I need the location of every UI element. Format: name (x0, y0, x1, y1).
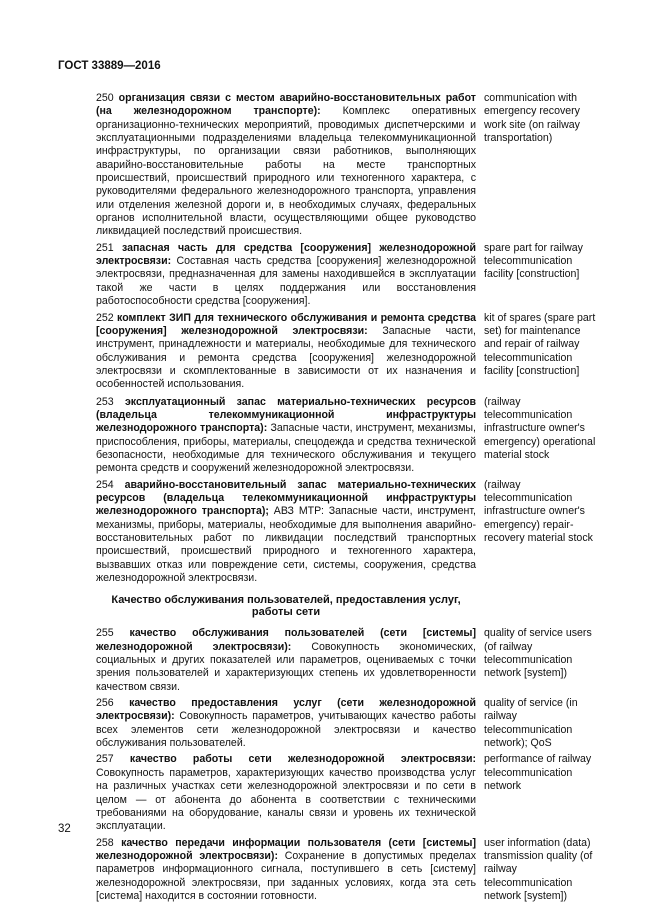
entry-definition-ru (96, 479, 476, 586)
entry-definition-ru (96, 627, 476, 694)
entry-term-en: user information (data) transmission quality (of railway telecommunication network [system]) (484, 836, 593, 902)
entry-definition-ru (96, 92, 476, 239)
entry-definition-ru (96, 837, 476, 904)
entry-term-en: communication with emergency recovery work site (on railway transportation) (484, 92, 580, 145)
entry-term-en: (railway telecommunication infrastructure owner's emergency) operational material stock (484, 395, 596, 461)
glossary-entry-257 (96, 753, 596, 833)
entry-number: 251 (96, 241, 114, 254)
document-header: ГОСТ 33889—2016 (58, 60, 161, 72)
entry-term: качество предоставления услуг (сети железнодорожной электросвязи): (96, 697, 476, 723)
entry-number: 255 (96, 627, 114, 640)
entry-definition-text: Запасные части, инструмент, принадлежности и материалы, необходимые для технического обслуживания и ремонта средства [сооружения] железнодорожной электросвязи и скомплектованные в зависимости от их назначения и особенностей использования. (96, 324, 476, 391)
glossary-entry-256 (96, 697, 596, 750)
entry-term-en: quality of service users (of railway telecommunication network [system]) (484, 627, 592, 680)
entry-term: аварийно-восстановительный запас материально-технических ресурсов (владельца телекоммуникационной инфраструктуры железнодорожного транспорта); (96, 478, 476, 518)
entry-number: 253 (96, 395, 114, 408)
entry-term: эксплуатационный запас материально-технических ресурсов (владельца телекоммуникационной инфраструктуры железнодорожного транспорта): (96, 395, 476, 435)
entry-number: 256 (96, 697, 114, 710)
glossary-content (96, 92, 596, 903)
entry-definition-ru (96, 396, 476, 476)
entry-term: организация связи с местом аварийно-восстановительных работ (на железнодорожном транспорте): (96, 92, 476, 118)
entry-number: 257 (96, 753, 114, 766)
glossary-entry-252 (96, 312, 596, 392)
entry-definition-text: Составная часть средства [сооружения] железнодорожной электросвязи, предназначенная для замены находившейся в эксплуатации такой же части в целях поддержания или восстановления работоспособности средства [сооружения]. (96, 255, 476, 308)
glossary-entry-255 (96, 627, 596, 694)
entry-definition-text: Комплекс оперативных организационно-технических мероприятий, проводимых диспетчерскими и эксплуатационными подразделениями владельца телекоммуникационной инфраструктуры, по организации связи работников, выполняющих аварийно-восстановительные работы на месте транспортных происшествий, происшествий природного или техногенного характера, с руководителями федерального железнодорожного транспорта, управления или отделения железной дороги и, в необходимых случаях, федеральных органов исполнительной власти, осуществляющими общее руководство ликвидацией последствий происшествия. (96, 105, 476, 238)
entry-number: 254 (96, 478, 114, 491)
entry-term-en: quality of service (in railway telecommunication network); QoS (484, 697, 578, 750)
glossary-entry-254 (96, 479, 596, 586)
entry-term: качество передачи информации пользователя (сети [системы] железнодорожной электросвязи): (96, 836, 476, 862)
entry-definition-text: АВЗ МТР: Запасные части, инструмент, механизмы, приборы, материалы, необходимые для выполнения аварийно-восстановительных работ по ликвидации последствий транспортных происшествий, происшествий природного и техногенного характера, вызвавших отказ или повреждение сети, системы, сооружения, средства железнодорожной электросвязи. (96, 505, 476, 585)
glossary-entry-253 (96, 396, 596, 476)
entry-definition-text: Совокупность экономических, социальных и других показателей или параметров, оцениваемых с точки зрения пользователей и характеризующих степень их удовлетворенности качеством связи. (96, 640, 477, 693)
section-title: Качество обслуживания пользователей, предоставления услуг, работы сети (111, 594, 461, 619)
entry-term-en: (railway telecommunication infrastructure owner's emergency) repair-recovery material stock (484, 478, 593, 544)
entry-term: комплект ЗИП для технического обслуживания и ремонта средства [сооружения] железнодорожной электросвязи: (96, 311, 476, 337)
entry-number: 258 (96, 836, 114, 849)
entry-definition-text: Сохранение в допустимых пределах параметров информационного сигнала, поступившего в сеть [систему] железнодорожной электросвязи, при заданных условиях, когда эта сеть [система] находится в состоянии готовности. (96, 849, 476, 902)
entry-term: запасная часть для средства [сооружения] железнодорожной электросвязи: (96, 241, 476, 268)
entry-term: качество работы сети железнодорожной электросвязи: (129, 753, 477, 766)
entry-term-en: kit of spares (spare part set) for maintenance and repair of railway telecommunication facility [construction] (484, 311, 596, 377)
page-number: 32 (58, 823, 71, 835)
entry-term: качество обслуживания пользователей (сети [системы] железнодорожной электросвязи): (96, 627, 476, 653)
entry-number: 250 (96, 92, 114, 104)
glossary-entry-258 (96, 837, 596, 904)
entry-definition-ru (96, 312, 476, 392)
entry-definition-text: Запасные части, инструмент, механизмы, приспособления, приборы, материалы, спецодежда и средства технической безопасности, необходимые для технического обслуживания и текущего ремонта средств и сооружений железнодорожной электросвязи. (96, 422, 476, 475)
entry-definition-ru (96, 697, 476, 750)
glossary-entry-251 (96, 242, 596, 309)
entry-term-en: spare part for railway telecommunication facility [construction] (484, 241, 583, 281)
glossary-entry-250 (96, 92, 596, 239)
entry-definition-ru (96, 753, 476, 833)
entry-number: 252 (96, 311, 114, 324)
entry-definition-text: Совокупность параметров, учитывающих качество работы всех элементов сети железнодорожной электросвязи и качество обслуживания пользователей. (96, 710, 476, 750)
entry-definition-text: Совокупность параметров, характеризующих качество производства услуг на различных участках сети железнодорожной электросвязи и по сети в целом — от абонента до абонента в соответствии с техническими требованиями на оборудование, каналы связи и уровень их технической эксплуатации. (96, 766, 476, 833)
entry-definition-ru (96, 242, 476, 309)
entry-term-en: performance of railway telecommunication network (484, 753, 592, 793)
